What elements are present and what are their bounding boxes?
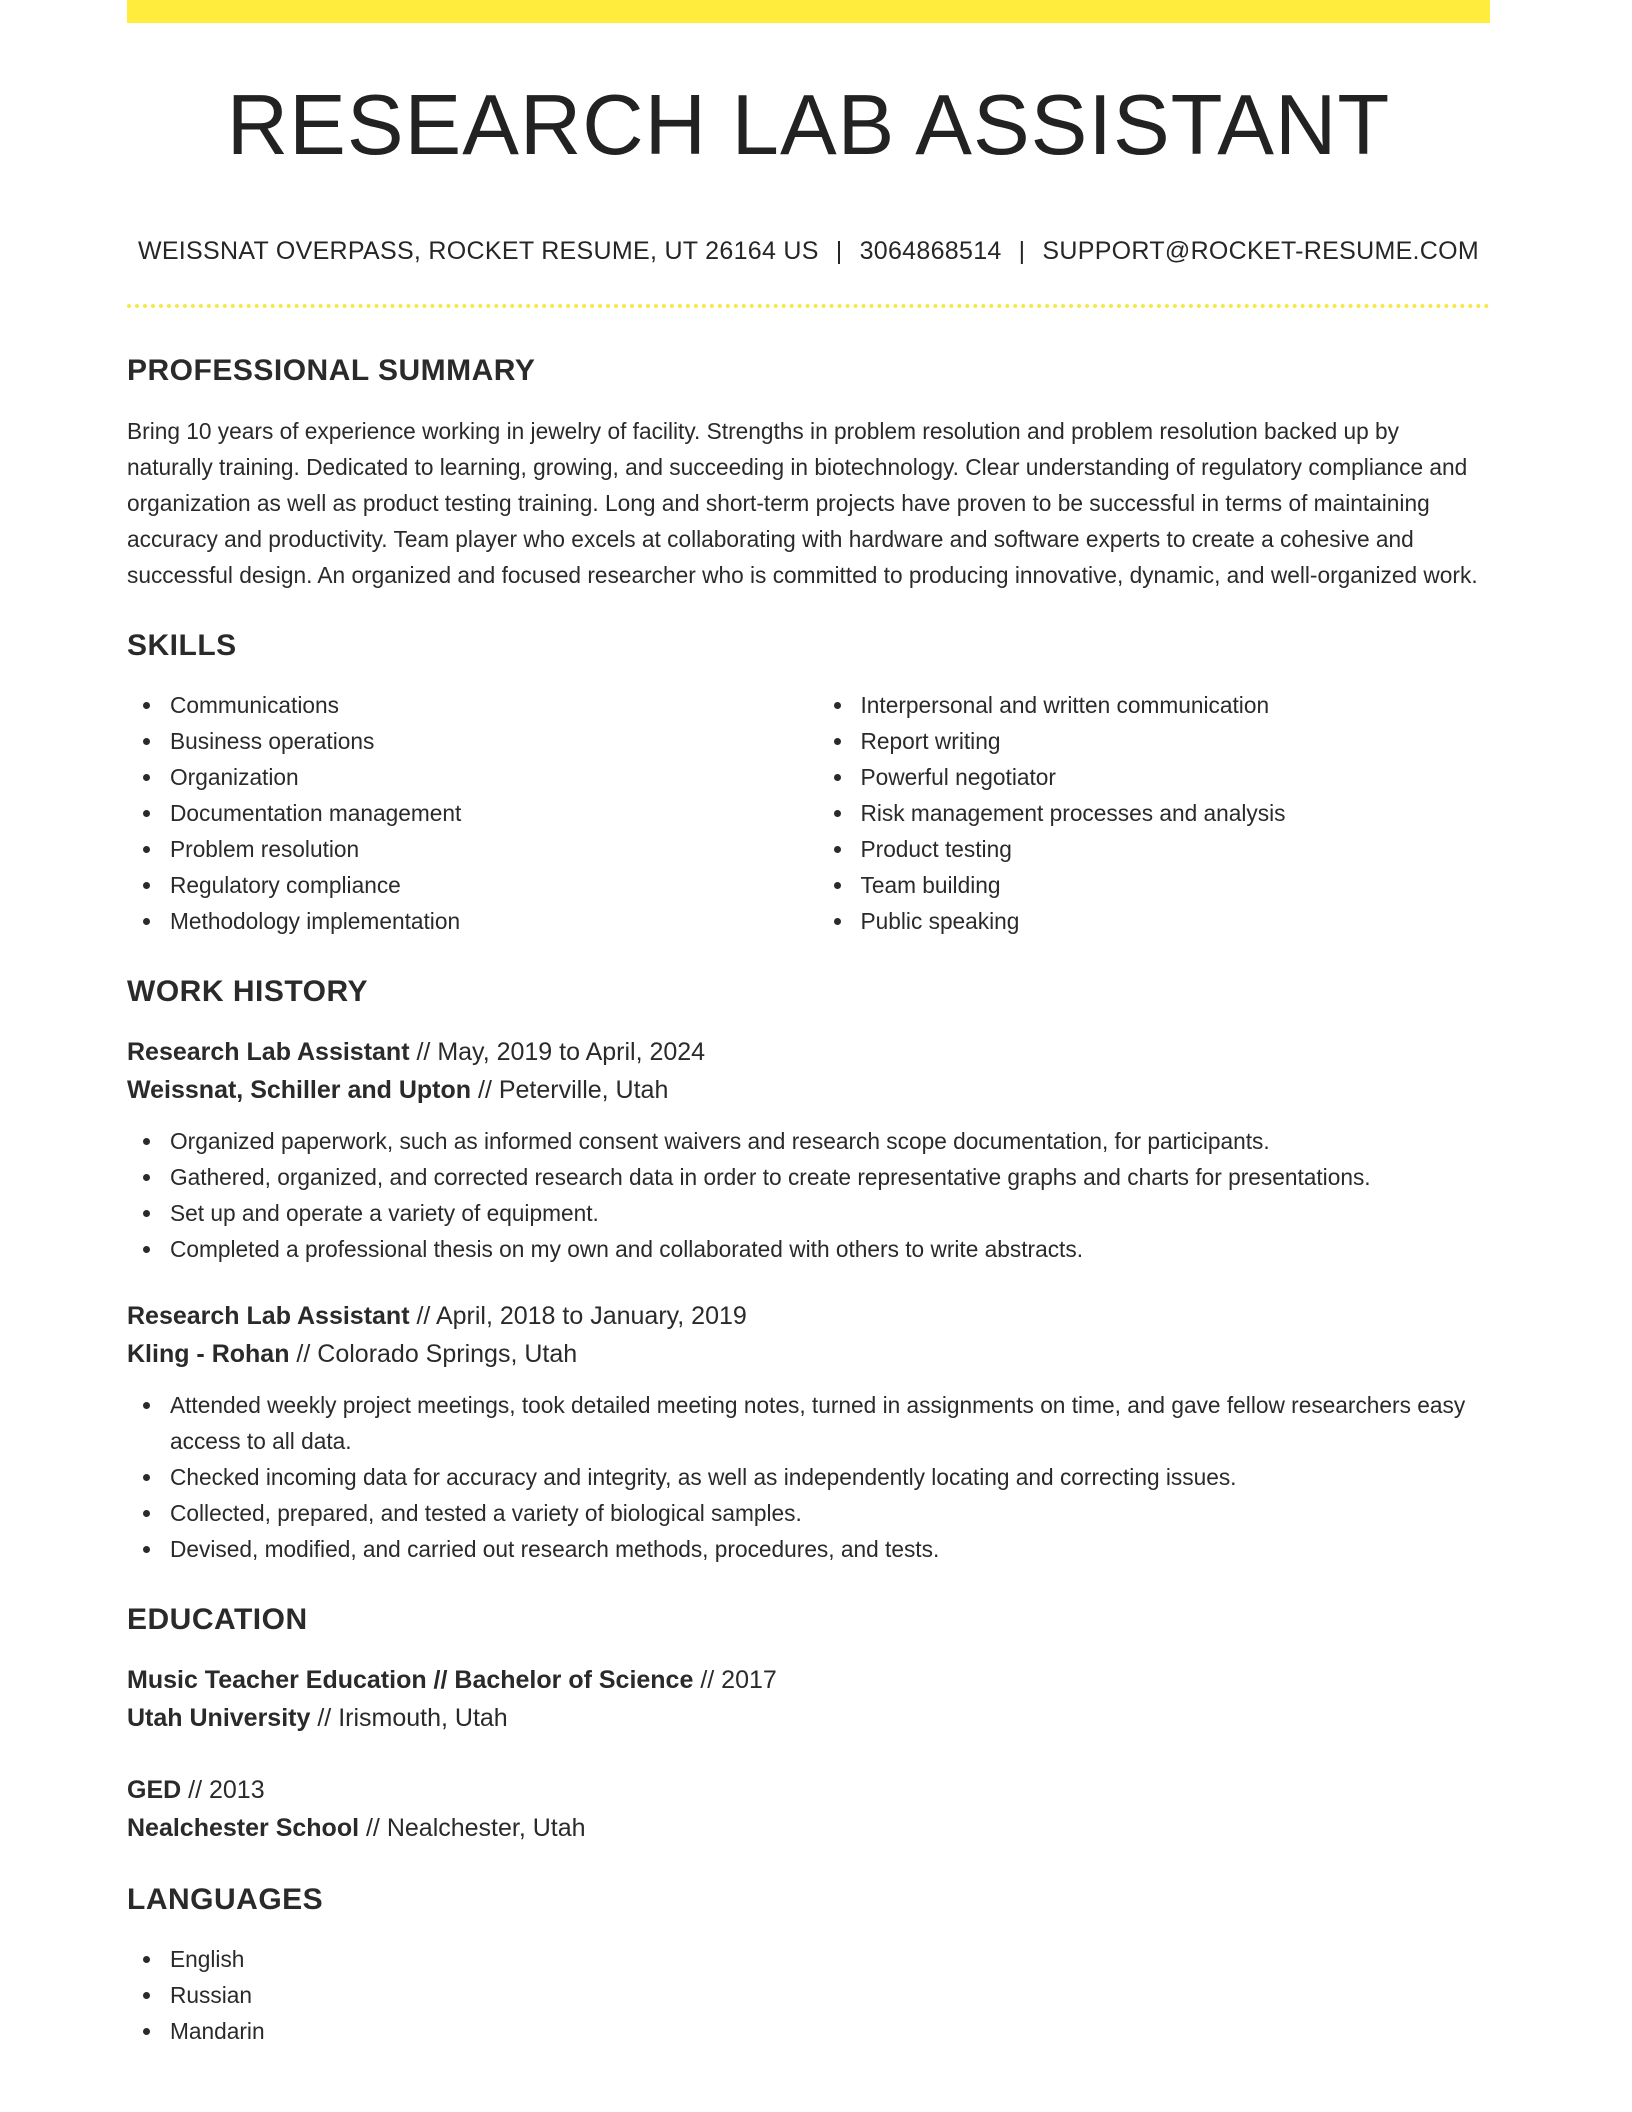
job-location: Colorado Springs, Utah [317,1340,578,1368]
language-item: Mandarin [127,2013,1490,2049]
languages-list [127,1941,1490,2049]
education-entry [127,1771,1490,1847]
field-separator: // [181,1776,209,1804]
skill-item: Product testing [818,831,1491,867]
job-company: Kling - Rohan [127,1340,290,1368]
skills-column-left [127,687,809,939]
field-separator: // [693,1666,722,1694]
skills-list [127,687,1490,939]
language-item: Russian [127,1977,1490,2013]
education-heading: EDUCATION [127,1603,308,1636]
skills-heading: SKILLS [127,629,237,662]
field-separator: // [471,1076,499,1104]
education-year: 2017 [721,1666,777,1694]
job-duty: Checked incoming data for accuracy and integrity, as well as independently locating and correcting issues. [127,1459,1490,1495]
job-duties [127,1123,1490,1267]
field-separator: // [409,1038,438,1066]
job-company-line [127,1071,1490,1109]
job-role-line [127,1297,1490,1335]
job-company: Weissnat, Schiller and Upton [127,1076,472,1104]
contact-line [127,239,1490,264]
contact-separator: | [1018,237,1026,265]
job-duty: Organized paperwork, such as informed consent waivers and research scope documentation, for participants. [127,1123,1490,1159]
skill-item: Organization [127,759,809,795]
education-degree: GED [127,1776,182,1804]
education-location: Irismouth, Utah [338,1704,508,1732]
education-degree-line [127,1771,1490,1809]
candidate-title: RESEARCH LAB ASSISTANT [226,78,1391,173]
skills-column-right [809,687,1491,939]
job-role: Research Lab Assistant [127,1302,410,1330]
education-degree-line [127,1661,1490,1699]
job-entry [127,1033,1490,1267]
job-duty: Completed a professional thesis on my own and collaborated with others to write abstracts. [127,1231,1490,1267]
skill-item: Risk management processes and analysis [818,795,1491,831]
job-duties [127,1387,1490,1567]
education-school-line [127,1809,1490,1847]
education-year: 2013 [208,1776,265,1804]
skill-item: Business operations [127,723,809,759]
contact-separator: | [835,237,843,265]
summary-heading: PROFESSIONAL SUMMARY [127,354,536,387]
skill-item: Communications [127,687,809,723]
summary-text: Bring 10 years of experience working in jewelry of facility. Strengths in problem resolution and problem resolution backed up by naturally training. Dedicated to learning, growing, and succeeding in biotechnology. Clear understanding of regulatory compliance and organization as well as product testing training. Long and short-term projects have proven to be successful in terms of maintaining accuracy and productivity. Team player who excels at collaborating with hardware and software experts to create a cohesive and successful design. An organized and focused researcher who is committed to producing innovative, dynamic, and well-organized work. [127,418,1478,588]
work-history-heading: WORK HISTORY [127,975,369,1008]
field-separator: // [289,1340,318,1368]
skill-item: Documentation management [127,795,809,831]
skill-item: Methodology implementation [127,903,809,939]
skill-item: Team building [818,867,1491,903]
accent-top-bar [127,0,1490,23]
skill-item: Problem resolution [127,831,809,867]
job-dates: May, 2019 to April, 2024 [437,1038,706,1066]
contact-phone: 3064868514 [859,237,1002,265]
job-duty: Attended weekly project meetings, took detailed meeting notes, turned in assignments on time, and gave fellow researchers easy access to all data. [127,1387,1490,1459]
job-duty: Collected, prepared, and tested a variety of biological samples. [127,1495,1490,1531]
job-dates: April, 2018 to January, 2019 [435,1302,747,1330]
education-school-line [127,1699,1490,1737]
job-company-line [127,1335,1490,1373]
skill-item: Public speaking [818,903,1491,939]
education-school: Utah University [127,1704,311,1732]
contact-email: SUPPORT@ROCKET-RESUME.COM [1042,237,1480,265]
education-entry [127,1661,1490,1737]
language-item: English [127,1941,1490,1977]
field-separator: // [310,1704,339,1732]
education-location: Nealchester, Utah [386,1814,586,1842]
dotted-divider [127,304,1490,308]
job-entry [127,1297,1490,1567]
contact-address: WEISSNAT OVERPASS, ROCKET RESUME, UT 26164 US [137,237,819,265]
job-duty: Gathered, organized, and corrected research data in order to create representative graphs and charts for presentations. [127,1159,1490,1195]
skill-item: Regulatory compliance [127,867,809,903]
skill-item: Powerful negotiator [818,759,1491,795]
job-role: Research Lab Assistant [127,1038,410,1066]
skill-item: Interpersonal and written communication [818,687,1491,723]
education-school: Nealchester School [127,1814,360,1842]
job-duty: Devised, modified, and carried out research methods, procedures, and tests. [127,1531,1490,1567]
field-separator: // [409,1302,436,1330]
resume-page [127,0,1490,2049]
languages-heading: LANGUAGES [127,1883,324,1916]
job-location: Peterville, Utah [498,1076,669,1104]
skill-item: Report writing [818,723,1491,759]
job-role-line [127,1033,1490,1071]
education-degree: Music Teacher Education // Bachelor of Science [127,1666,694,1694]
job-duty: Set up and operate a variety of equipment. [127,1195,1490,1231]
field-separator: // [359,1814,387,1842]
